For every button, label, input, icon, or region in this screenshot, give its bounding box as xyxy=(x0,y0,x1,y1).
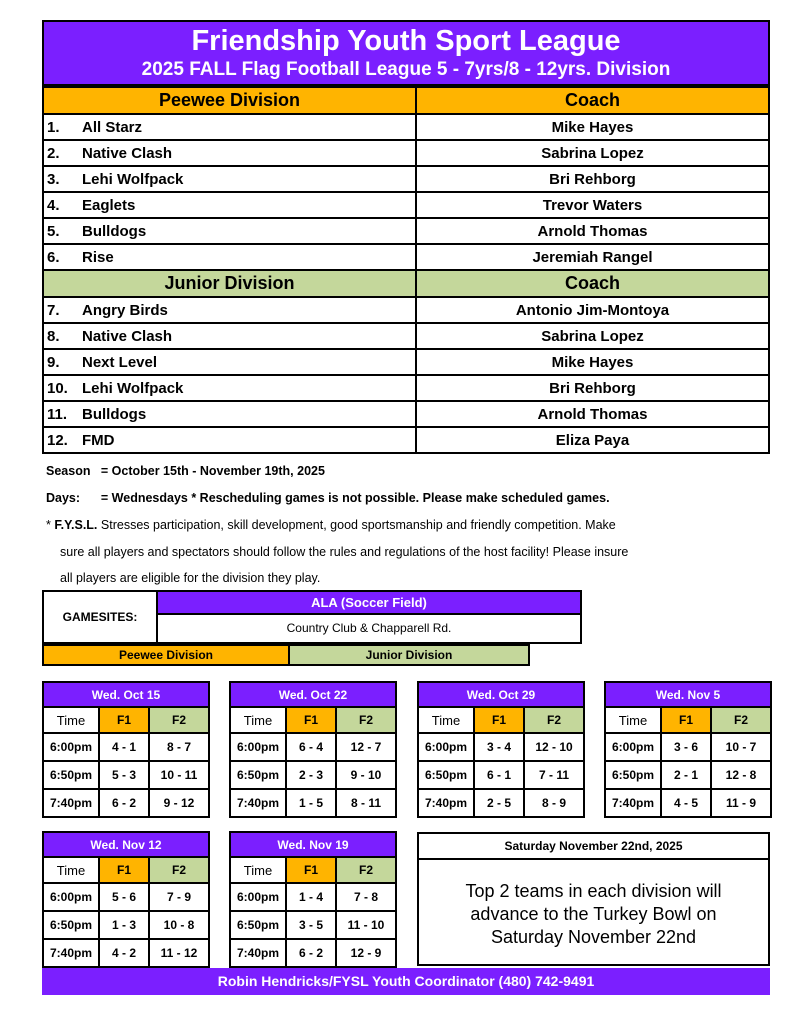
game-f1-matchup: 4 - 1 xyxy=(99,733,149,761)
footer-contact: Robin Hendricks/FYSL Youth Coordinator (480) 742-9491 xyxy=(42,968,770,995)
game-f1-matchup: 1 - 4 xyxy=(286,883,336,911)
gamesite-address: Country Club & Chapparell Rd. xyxy=(156,613,582,644)
saturday-body: Top 2 teams in each division will advance to the Turkey Bowl on Saturday November 22nd xyxy=(465,881,722,947)
game-row xyxy=(230,789,396,817)
coach-name: Antonio Jim-Montoya xyxy=(416,297,769,323)
game-f2-matchup: 8 - 9 xyxy=(524,789,584,817)
col-time-header: Time xyxy=(43,707,99,733)
team-number: 7. xyxy=(43,297,79,323)
game-time: 6:00pm xyxy=(43,883,99,911)
game-f2-matchup: 7 - 9 xyxy=(149,883,209,911)
team-name: Lehi Wolfpack xyxy=(79,166,416,192)
game-f2-matchup: 10 - 11 xyxy=(149,761,209,789)
coach-name: Sabrina Lopez xyxy=(416,140,769,166)
gamesite-location: ALA (Soccer Field) xyxy=(156,590,582,615)
schedule-date-row xyxy=(43,682,209,707)
days-value: = Wednesdays * Rescheduling games is not possible. Please make scheduled games. xyxy=(100,491,610,505)
game-row xyxy=(605,733,771,761)
game-row xyxy=(418,789,584,817)
coach-name: Eliza Paya xyxy=(416,427,769,453)
col-f1-header: F1 xyxy=(286,707,336,733)
team-number: 9. xyxy=(43,349,79,375)
team-row xyxy=(43,166,769,192)
team-number: 2. xyxy=(43,140,79,166)
game-row xyxy=(43,761,209,789)
game-time: 6:50pm xyxy=(230,761,286,789)
game-row xyxy=(230,761,396,789)
team-name: Native Clash xyxy=(79,140,416,166)
game-row xyxy=(43,911,209,939)
game-time: 6:50pm xyxy=(43,911,99,939)
team-row xyxy=(43,297,769,323)
game-f1-matchup: 3 - 4 xyxy=(474,733,524,761)
game-f1-matchup: 6 - 1 xyxy=(474,761,524,789)
col-f1-header: F1 xyxy=(474,707,524,733)
game-f2-matchup: 12 - 8 xyxy=(711,761,771,789)
schedule-date: Wed. Oct 22 xyxy=(230,682,396,707)
game-f2-matchup: 7 - 8 xyxy=(336,883,396,911)
roster-table xyxy=(42,86,770,454)
team-number: 3. xyxy=(43,166,79,192)
note-asterisk: * xyxy=(46,518,55,532)
fysl-abbrev: F.Y.S.L. xyxy=(54,518,98,532)
schedule-date-row xyxy=(43,832,209,857)
game-f2-matchup: 11 - 10 xyxy=(336,911,396,939)
game-f2-matchup: 7 - 11 xyxy=(524,761,584,789)
team-number: 1. xyxy=(43,114,79,140)
game-row xyxy=(43,883,209,911)
game-time: 6:50pm xyxy=(43,761,99,789)
legend-junior: Junior Division xyxy=(288,644,530,666)
col-f1-header: F1 xyxy=(99,857,149,883)
game-row xyxy=(230,911,396,939)
col-f2-header: F2 xyxy=(149,707,209,733)
game-row xyxy=(418,733,584,761)
team-number: 11. xyxy=(43,401,79,427)
junior-division-title: Junior Division xyxy=(43,270,416,297)
team-row xyxy=(43,140,769,166)
coach-name: Mike Hayes xyxy=(416,114,769,140)
game-f2-matchup: 10 - 7 xyxy=(711,733,771,761)
schedule-columns-row xyxy=(43,857,209,883)
team-number: 6. xyxy=(43,244,79,270)
page-header xyxy=(42,20,770,86)
team-name: Lehi Wolfpack xyxy=(79,375,416,401)
season-value: = October 15th - November 19th, 2025 xyxy=(100,464,325,478)
game-time: 7:40pm xyxy=(605,789,661,817)
team-row xyxy=(43,244,769,270)
game-f2-matchup: 9 - 12 xyxy=(149,789,209,817)
game-f1-matchup: 2 - 3 xyxy=(286,761,336,789)
team-name: Rise xyxy=(79,244,416,270)
game-f2-matchup: 10 - 8 xyxy=(149,911,209,939)
team-name: Eaglets xyxy=(79,192,416,218)
schedule-columns-row xyxy=(605,707,771,733)
col-time-header: Time xyxy=(605,707,661,733)
game-f1-matchup: 6 - 4 xyxy=(286,733,336,761)
team-row xyxy=(43,323,769,349)
col-f1-header: F1 xyxy=(286,857,336,883)
team-name: All Starz xyxy=(79,114,416,140)
game-f1-matchup: 5 - 6 xyxy=(99,883,149,911)
note-line-1 xyxy=(46,518,616,532)
game-f1-matchup: 2 - 5 xyxy=(474,789,524,817)
schedule-date: Wed. Nov 12 xyxy=(43,832,209,857)
game-time: 6:50pm xyxy=(230,911,286,939)
schedule-columns-row xyxy=(418,707,584,733)
game-f1-matchup: 5 - 3 xyxy=(99,761,149,789)
col-f1-header: F1 xyxy=(99,707,149,733)
game-f2-matchup: 9 - 10 xyxy=(336,761,396,789)
game-row xyxy=(43,939,209,967)
col-f2-header: F2 xyxy=(711,707,771,733)
game-time: 6:50pm xyxy=(418,761,474,789)
team-name: Next Level xyxy=(79,349,416,375)
coach-name: Arnold Thomas xyxy=(416,218,769,244)
team-row xyxy=(43,218,769,244)
coach-name: Bri Rehborg xyxy=(416,375,769,401)
schedule-columns-row xyxy=(230,857,396,883)
col-f2-header: F2 xyxy=(336,707,396,733)
game-f1-matchup: 6 - 2 xyxy=(99,789,149,817)
team-name: Bulldogs xyxy=(79,401,416,427)
team-row xyxy=(43,375,769,401)
game-f2-matchup: 12 - 9 xyxy=(336,939,396,967)
col-time-header: Time xyxy=(418,707,474,733)
schedule-table xyxy=(229,681,397,818)
game-f1-matchup: 1 - 3 xyxy=(99,911,149,939)
col-f2-header: F2 xyxy=(524,707,584,733)
game-time: 7:40pm xyxy=(230,789,286,817)
schedule-table xyxy=(42,681,210,818)
coach-name: Arnold Thomas xyxy=(416,401,769,427)
game-row xyxy=(230,883,396,911)
saturday-box xyxy=(417,832,770,966)
game-time: 6:00pm xyxy=(43,733,99,761)
schedule-date-row xyxy=(230,682,396,707)
legend-peewee: Peewee Division xyxy=(42,644,290,666)
col-f2-header: F2 xyxy=(149,857,209,883)
game-f2-matchup: 11 - 9 xyxy=(711,789,771,817)
gamesites-label: GAMESITES: xyxy=(42,590,158,644)
game-f1-matchup: 3 - 5 xyxy=(286,911,336,939)
team-row xyxy=(43,114,769,140)
game-f1-matchup: 4 - 5 xyxy=(661,789,711,817)
schedule-date-row xyxy=(605,682,771,707)
game-row xyxy=(230,733,396,761)
schedule-table xyxy=(42,831,210,968)
schedule-columns-row xyxy=(230,707,396,733)
team-number: 12. xyxy=(43,427,79,453)
team-row xyxy=(43,349,769,375)
team-row xyxy=(43,192,769,218)
team-name: FMD xyxy=(79,427,416,453)
gamesites-box xyxy=(42,590,582,644)
game-f2-matchup: 8 - 7 xyxy=(149,733,209,761)
schedule-table xyxy=(229,831,397,968)
schedule-table xyxy=(417,681,585,818)
game-f1-matchup: 1 - 5 xyxy=(286,789,336,817)
peewee-header-row xyxy=(43,87,769,114)
game-f1-matchup: 6 - 2 xyxy=(286,939,336,967)
col-f1-header: F1 xyxy=(661,707,711,733)
col-time-header: Time xyxy=(43,857,99,883)
game-f1-matchup: 3 - 6 xyxy=(661,733,711,761)
team-name: Native Clash xyxy=(79,323,416,349)
schedule-date: Wed. Nov 5 xyxy=(605,682,771,707)
coach-name: Trevor Waters xyxy=(416,192,769,218)
junior-coach-header: Coach xyxy=(416,270,769,297)
coach-name: Bri Rehborg xyxy=(416,166,769,192)
coach-name: Jeremiah Rangel xyxy=(416,244,769,270)
game-time: 7:40pm xyxy=(230,939,286,967)
schedule-date-row xyxy=(230,832,396,857)
saturday-header: Saturday November 22nd, 2025 xyxy=(419,834,768,860)
days-line xyxy=(46,491,610,505)
game-time: 6:00pm xyxy=(418,733,474,761)
game-time: 6:00pm xyxy=(230,883,286,911)
team-row xyxy=(43,401,769,427)
page-title: Friendship Youth Sport League xyxy=(191,25,621,57)
col-time-header: Time xyxy=(230,707,286,733)
game-f1-matchup: 4 - 2 xyxy=(99,939,149,967)
game-time: 6:00pm xyxy=(605,733,661,761)
game-time: 6:50pm xyxy=(605,761,661,789)
schedule-date: Wed. Oct 29 xyxy=(418,682,584,707)
col-time-header: Time xyxy=(230,857,286,883)
peewee-coach-header: Coach xyxy=(416,87,769,114)
game-row xyxy=(43,733,209,761)
coach-name: Sabrina Lopez xyxy=(416,323,769,349)
page-subtitle: 2025 FALL Flag Football League 5 - 7yrs/8 - 12yrs. Division xyxy=(141,59,671,80)
team-number: 8. xyxy=(43,323,79,349)
game-row xyxy=(605,789,771,817)
season-label: Season xyxy=(46,464,91,478)
team-number: 4. xyxy=(43,192,79,218)
game-f2-matchup: 12 - 7 xyxy=(336,733,396,761)
note-line-2: sure all players and spectators should follow the rules and regulations of the host facility! Please insure xyxy=(60,545,629,559)
note-text-1: Stresses participation, skill development, good sportsmanship and friendly competition. Make xyxy=(97,518,616,532)
team-row xyxy=(43,427,769,453)
schedule-columns-row xyxy=(43,707,209,733)
game-f2-matchup: 8 - 11 xyxy=(336,789,396,817)
game-row xyxy=(43,789,209,817)
days-label: Days: xyxy=(46,491,81,505)
team-name: Bulldogs xyxy=(79,218,416,244)
game-f2-matchup: 11 - 12 xyxy=(149,939,209,967)
coach-name: Mike Hayes xyxy=(416,349,769,375)
game-time: 7:40pm xyxy=(43,939,99,967)
schedule-date: Wed. Oct 15 xyxy=(43,682,209,707)
col-f2-header: F2 xyxy=(336,857,396,883)
game-row xyxy=(418,761,584,789)
game-f1-matchup: 2 - 1 xyxy=(661,761,711,789)
peewee-division-title: Peewee Division xyxy=(43,87,416,114)
junior-header-row xyxy=(43,270,769,297)
game-time: 6:00pm xyxy=(230,733,286,761)
game-f2-matchup: 12 - 10 xyxy=(524,733,584,761)
game-row xyxy=(605,761,771,789)
schedule-date: Wed. Nov 19 xyxy=(230,832,396,857)
team-name: Angry Birds xyxy=(79,297,416,323)
game-time: 7:40pm xyxy=(43,789,99,817)
schedule-date-row xyxy=(418,682,584,707)
team-number: 5. xyxy=(43,218,79,244)
team-number: 10. xyxy=(43,375,79,401)
season-line xyxy=(46,464,325,478)
note-line-3: all players are eligible for the division they play. xyxy=(60,571,321,585)
schedule-table xyxy=(604,681,772,818)
game-time: 7:40pm xyxy=(418,789,474,817)
game-row xyxy=(230,939,396,967)
